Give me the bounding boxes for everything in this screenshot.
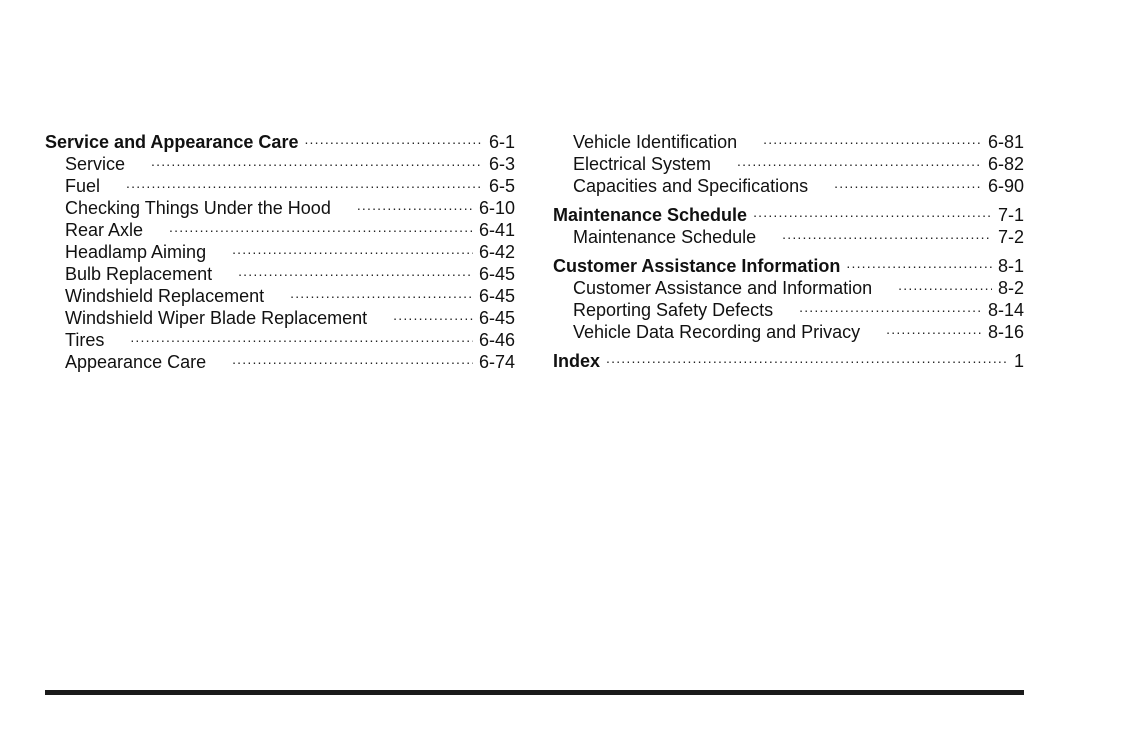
toc-page-number: 6-1 xyxy=(488,132,515,152)
toc-page-number: 6-41 xyxy=(478,220,515,240)
section-gap xyxy=(553,197,1024,204)
toc-entry-service[interactable] xyxy=(45,153,515,175)
toc-page-number: 8-16 xyxy=(987,322,1024,342)
toc-page-number: 6-90 xyxy=(987,176,1024,196)
toc-entry-title: Bulb Replacement xyxy=(65,264,213,284)
toc-section-title: Customer Assistance Information xyxy=(553,256,841,276)
toc-entry-reporting-safety-defects[interactable] xyxy=(553,299,1024,321)
toc-page-number: 6-82 xyxy=(987,154,1024,174)
toc-entry-maintenance-schedule[interactable] xyxy=(553,226,1024,248)
toc-section-customer-assistance[interactable] xyxy=(553,255,1024,277)
toc-section-title: Index xyxy=(553,351,601,371)
toc-entry-customer-assistance-info[interactable] xyxy=(553,277,1024,299)
dot-leader xyxy=(304,134,483,148)
dot-leader xyxy=(846,258,992,272)
toc-entry-vehicle-identification[interactable] xyxy=(553,131,1024,153)
toc-section-service-appearance[interactable] xyxy=(45,131,515,153)
footer-rule xyxy=(45,690,1024,695)
toc-page-number: 6-45 xyxy=(478,264,515,284)
toc-entry-bulb-replacement[interactable] xyxy=(45,263,515,285)
toc-entry-title: Electrical System xyxy=(573,154,712,174)
section-gap xyxy=(553,248,1024,255)
toc-page-number: 1 xyxy=(1013,351,1024,371)
dot-leader xyxy=(898,280,992,294)
section-gap xyxy=(553,343,1024,350)
dot-leader xyxy=(886,324,982,338)
toc-page-number: 6-45 xyxy=(478,308,515,328)
toc-entry-vehicle-data-recording[interactable] xyxy=(553,321,1024,343)
toc-entry-title: Checking Things Under the Hood xyxy=(65,198,331,218)
dot-leader xyxy=(799,302,982,316)
toc-section-title: Service and Appearance Care xyxy=(45,132,299,152)
toc-section-title: Maintenance Schedule xyxy=(553,205,748,225)
dot-leader xyxy=(606,353,1008,367)
toc-page-number: 6-45 xyxy=(478,286,515,306)
toc-entry-title: Tires xyxy=(65,330,105,350)
toc-entry-title: Maintenance Schedule xyxy=(573,227,757,247)
toc-entry-title: Vehicle Identification xyxy=(573,132,738,152)
toc-entry-title: Windshield Wiper Blade Replacement xyxy=(65,308,368,328)
toc-page-number: 6-46 xyxy=(478,330,515,350)
dot-leader xyxy=(130,332,473,346)
toc-page-number: 7-2 xyxy=(997,227,1024,247)
toc-entry-wiper-blade-replacement[interactable] xyxy=(45,307,515,329)
dot-leader xyxy=(753,207,992,221)
toc-section-maintenance-schedule[interactable] xyxy=(553,204,1024,226)
dot-leader xyxy=(151,156,483,170)
toc-entry-title: Fuel xyxy=(65,176,101,196)
dot-leader xyxy=(393,310,473,324)
dot-leader xyxy=(232,244,473,258)
toc-page-number: 6-42 xyxy=(478,242,515,262)
toc-entry-windshield-replacement[interactable] xyxy=(45,285,515,307)
dot-leader xyxy=(763,134,982,148)
toc-entry-electrical-system[interactable] xyxy=(553,153,1024,175)
toc-entry-title: Vehicle Data Recording and Privacy xyxy=(573,322,861,342)
toc-page-number: 6-5 xyxy=(488,176,515,196)
dot-leader xyxy=(238,266,473,280)
toc-entry-title: Reporting Safety Defects xyxy=(573,300,774,320)
toc-page-number: 6-81 xyxy=(987,132,1024,152)
toc-entry-headlamp-aiming[interactable] xyxy=(45,241,515,263)
dot-leader xyxy=(290,288,473,302)
toc-entry-fuel[interactable] xyxy=(45,175,515,197)
toc-entry-title: Customer Assistance and Information xyxy=(573,278,873,298)
dot-leader xyxy=(737,156,982,170)
toc-entry-title: Appearance Care xyxy=(65,352,207,372)
toc-entry-title: Capacities and Specifications xyxy=(573,176,809,196)
toc-entry-title: Windshield Replacement xyxy=(65,286,265,306)
toc-entry-capacities-specifications[interactable] xyxy=(553,175,1024,197)
toc-page-number: 6-74 xyxy=(478,352,515,372)
toc-entry-checking-under-hood[interactable] xyxy=(45,197,515,219)
toc-page-number: 7-1 xyxy=(997,205,1024,225)
dot-leader xyxy=(834,178,982,192)
toc-page-number: 8-2 xyxy=(997,278,1024,298)
toc-entry-appearance-care[interactable] xyxy=(45,351,515,373)
toc-entry-title: Service xyxy=(65,154,126,174)
toc-entry-title: Rear Axle xyxy=(65,220,144,240)
toc-page-number: 8-1 xyxy=(997,256,1024,276)
dot-leader xyxy=(357,200,473,214)
toc-entry-tires[interactable] xyxy=(45,329,515,351)
toc-right-column xyxy=(553,131,1024,372)
toc-page-number: 8-14 xyxy=(987,300,1024,320)
toc-entry-title: Headlamp Aiming xyxy=(65,242,207,262)
toc-page-number: 6-3 xyxy=(488,154,515,174)
toc-page-number: 6-10 xyxy=(478,198,515,218)
dot-leader xyxy=(782,229,992,243)
dot-leader xyxy=(169,222,473,236)
toc-left-column xyxy=(45,131,515,373)
toc-entry-rear-axle[interactable] xyxy=(45,219,515,241)
dot-leader xyxy=(232,354,473,368)
toc-section-index[interactable] xyxy=(553,350,1024,372)
dot-leader xyxy=(126,178,483,192)
